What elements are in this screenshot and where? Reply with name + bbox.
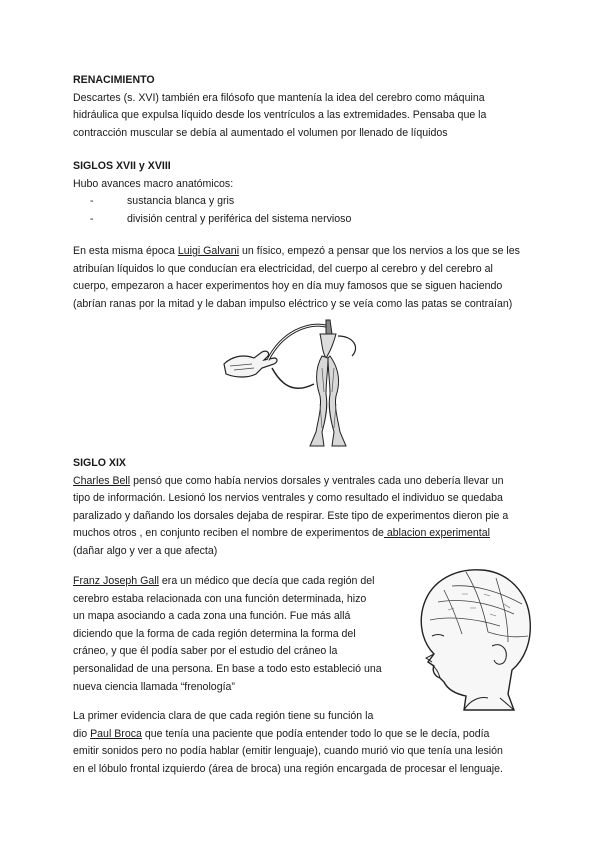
paragraph-line: [73, 473, 508, 491]
paragraph-line: (dañar algo y ver a que afecta): [73, 544, 218, 557]
section-siglo-xix: [73, 455, 508, 561]
paragraph-line: emitir sonidos pero no podía hablar (emitir lenguaje), cuando murió vio que tenía una lesión: [73, 745, 503, 758]
list-item: [90, 211, 351, 229]
text-run: muchos otros , en conjunto reciben el nombre de experimentos de: [73, 527, 384, 540]
galvani-frog-illustration: [222, 312, 392, 452]
list-item-text: división central y periférica del sistema nervioso: [127, 212, 352, 225]
dash-marker: -: [90, 195, 94, 208]
paragraph-line: un mapa asociando a cada zona una función. Fue más allá: [73, 610, 351, 623]
list-item-text: sustancia blanca y gris: [127, 195, 235, 208]
dash-marker: -: [90, 212, 94, 225]
heading-siglo-xix: SIGLO XIX: [73, 457, 126, 469]
section-siglos-xvii-xviii: [73, 158, 351, 228]
person-name-galvani: Luigi Galvani: [177, 245, 240, 257]
text-run: que tenía una paciente que podía entender todo lo que se le decía, podía: [141, 727, 490, 740]
paragraph-line: contracción muscular se debía al aumentado el volumen por llenado de líquidos: [73, 126, 448, 139]
text-run: dio: [73, 727, 91, 740]
person-name-bell: Charles Bell: [73, 474, 131, 487]
paragraph-line: Descartes (s. XVI) también era filósofo que mantenía la idea del cerebro como máquina: [73, 91, 485, 104]
heading-renacimiento: RENACIMIENTO: [73, 74, 155, 86]
paragraph-line: La primer evidencia clara de que cada región tiene su función la: [73, 710, 374, 722]
paragraph-line: nueva ciencia llamada “frenología”: [73, 680, 235, 693]
paragraph-line: cuerpo, empezaron a hacer experimentos hoy en día muy famosos que se siguen haciendo: [73, 280, 503, 293]
paragraph-line: [73, 573, 382, 591]
paragraph-line: paralizado y dañando los dorsales dejaba de respirar. Este tipo de experimentos dieron pie a: [73, 509, 509, 522]
paragraph-line: (abrían ranas por la mitad y le daban impulso eléctrico y se veía como las patas se contraían): [73, 297, 513, 310]
paragraph-line: [73, 243, 520, 261]
term-ablacion-experimental: ablacion experimental: [383, 527, 490, 540]
list-item: [90, 193, 351, 211]
text-run: era un médico que decía que cada región del: [158, 575, 375, 587]
paragraph-line: tipo de información. Lesionó los nervios ventrales y como resultado el individuo se quedaba: [73, 492, 503, 505]
paragraph-line: en el lóbulo frontal izquierdo (área de broca) una región encargada de procesar el lenguaje.: [73, 762, 503, 775]
section-galvani: [73, 243, 520, 313]
text-run: pensó que como había nervios dorsales y ventrales cada uno debería llevar un: [130, 474, 504, 487]
paragraph-line: cráneo, y que él podía saber por el estudio del cráneo la: [73, 645, 338, 658]
paragraph-line: Hubo avances macro anatómicos:: [73, 177, 234, 190]
person-name-gall: Franz Joseph Gall: [73, 575, 159, 587]
paragraph-line: [73, 726, 503, 744]
heading-siglos-xvii-xviii: SIGLOS XVII y XVIII: [73, 160, 171, 172]
phrenology-head-illustration: [404, 562, 536, 712]
bullet-list: [73, 193, 351, 228]
paragraph-line: cerebro estaba relacionada con una función determinada, hizo: [73, 592, 367, 605]
text-run: un físico, empezó a pensar que los nervios a los que se les: [239, 245, 520, 257]
section-broca: [73, 708, 503, 778]
person-name-broca: Paul Broca: [90, 727, 142, 740]
paragraph-line: diciendo que la forma de cada región determina la forma del: [73, 627, 356, 640]
section-renacimiento: [73, 72, 486, 142]
text-run: En esta misma época: [73, 245, 178, 257]
paragraph-line: personalidad de una persona. En base a todo esto estableció una: [73, 662, 382, 675]
paragraph-line: [73, 525, 508, 543]
section-gall: [73, 573, 382, 696]
paragraph-line: atribuían líquidos lo que conducían era electricidad, del cuerpo al cerebro y del cerebro al: [73, 262, 493, 275]
paragraph-line: hidráulica que expulsa líquido desde los ventrículos a las extremidades. Pensaba que la: [73, 109, 487, 122]
